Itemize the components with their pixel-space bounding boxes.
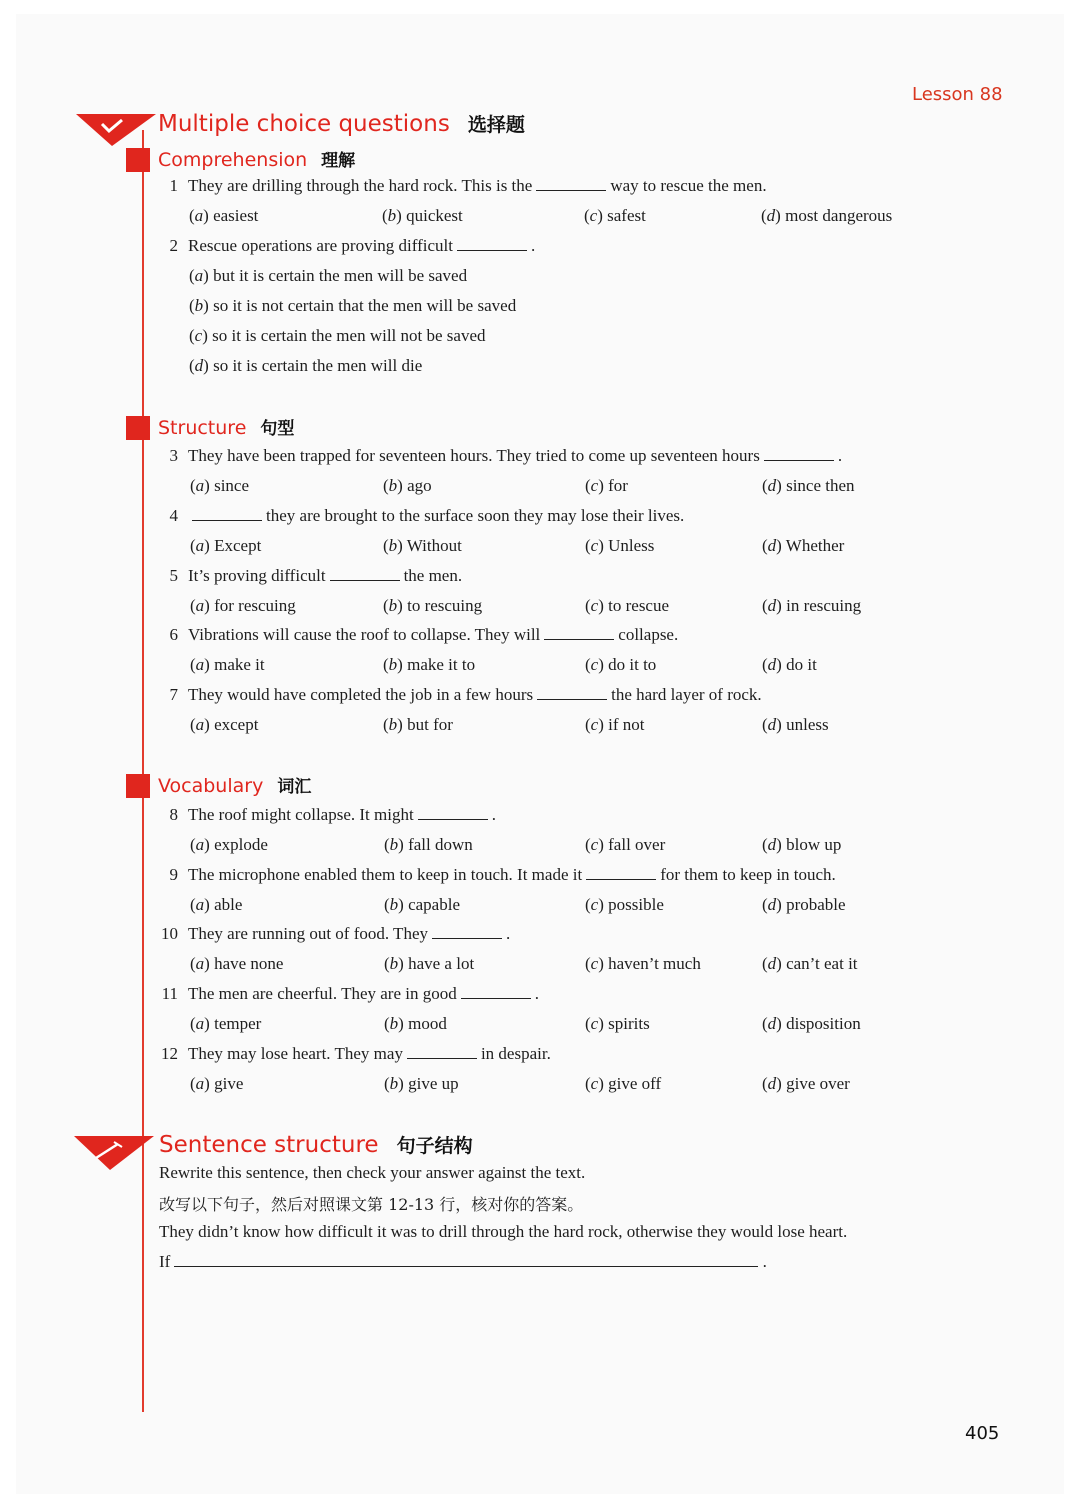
question-7 [156, 685, 762, 705]
mc-title-text: Multiple choice questions [158, 111, 450, 137]
option-9d: (d) probable [762, 895, 846, 914]
answer-blank [536, 189, 606, 191]
option-4b: (b) Without [383, 536, 462, 555]
source-sentence: They didn’t know how difficult it was to drill through the hard rock, otherwise they would lose heart. [159, 1222, 848, 1241]
option-9c: (c) possible [585, 895, 664, 914]
option-10b: (b) have a lot [384, 954, 475, 973]
answer-blank [461, 997, 531, 999]
option-2c: (c) so it is certain the men will not be saved [189, 326, 486, 345]
option-6a: (a) make it [190, 655, 265, 674]
option-8a: (a) explode [190, 835, 268, 854]
question-text-before: They are running out of food. They [188, 924, 428, 943]
vocabulary-title [158, 772, 311, 797]
question-number: 6 [169, 625, 178, 644]
answer-blank [432, 937, 502, 939]
option-10c: (c) haven’t much [585, 954, 701, 973]
option-7d: (d) unless [762, 715, 829, 734]
question-number: 9 [169, 865, 178, 884]
option-10d: (d) can’t eat it [762, 954, 858, 973]
option-9b: (b) capable [384, 895, 460, 914]
mc-title [158, 110, 525, 137]
option-12c: (c) give off [585, 1074, 662, 1093]
lesson-label: Lesson 88 [912, 84, 1003, 105]
question-number: 4 [169, 506, 178, 525]
option-9a: (a) able [190, 895, 243, 914]
option-5c: (c) to rescue [585, 596, 670, 615]
answer-blank [457, 249, 527, 251]
question-text-after: . [531, 236, 536, 255]
option-5b: (b) to rescuing [383, 596, 483, 615]
structure-title-cn: 句型 [260, 419, 295, 439]
question-text-after: . [534, 984, 539, 1003]
question-4 [156, 506, 684, 526]
sentence-title-text: Sentence structure [159, 1132, 379, 1158]
question-text-after: they are brought to the surface soon they may lose their lives. [266, 506, 685, 525]
option-8b: (b) fall down [384, 835, 473, 854]
question-text-before: They may lose heart. They may [188, 1044, 403, 1063]
question-text-after: way to rescue the men. [610, 176, 767, 195]
option-4c: (c) Unless [585, 536, 655, 555]
question-text-before: Vibrations will cause the roof to collapse. They will [188, 625, 541, 644]
question-number: 11 [161, 984, 178, 1003]
margin-rule [142, 130, 144, 1412]
option-10a: (a) have none [190, 954, 284, 973]
question-text-after: . [837, 446, 843, 465]
question-10 [156, 924, 510, 944]
option-6d: (d) do it [762, 655, 817, 674]
question-9 [156, 865, 836, 885]
question-number: 2 [169, 236, 178, 255]
question-8 [156, 805, 496, 825]
answer-blank [764, 459, 834, 461]
question-text-after: . [491, 805, 496, 824]
question-text-before: They have been trapped for seventeen hours. They tried to come up seventeen hours [188, 446, 760, 465]
answer-line [159, 1252, 767, 1272]
section-marker [126, 148, 150, 172]
page-number: 405 [965, 1423, 1000, 1444]
question-12 [156, 1044, 551, 1064]
option-7b: (b) but for [383, 715, 453, 734]
option-6c: (c) do it to [585, 655, 657, 674]
question-5 [156, 566, 462, 586]
comprehension-title-cn: 理解 [321, 151, 356, 171]
sentence-title-cn: 句子结构 [396, 1135, 473, 1157]
answer-suffix: . [762, 1252, 767, 1271]
question-number: 10 [161, 924, 178, 943]
question-11 [156, 984, 539, 1004]
comprehension-title-text: Comprehension [158, 149, 308, 171]
option-1a: (a) easiest [189, 206, 259, 225]
option-2a: (a) but it is certain the men will be saved [189, 266, 468, 285]
answer-blank [192, 519, 262, 521]
structure-title [158, 414, 294, 439]
structure-title-text: Structure [158, 417, 247, 439]
question-number: 5 [169, 566, 178, 585]
option-11b: (b) mood [384, 1014, 447, 1033]
answer-input-line [174, 1266, 758, 1267]
question-text-after: collapse. [618, 625, 679, 644]
option-2d: (d) so it is certain the men will die [189, 356, 423, 375]
option-8c: (c) fall over [585, 835, 666, 854]
vocabulary-title-cn: 词汇 [277, 777, 312, 797]
pencil-icon [74, 1134, 154, 1172]
option-12a: (a) give [190, 1074, 244, 1093]
vocabulary-title-text: Vocabulary [158, 775, 264, 797]
question-number: 12 [161, 1044, 178, 1063]
option-11d: (d) disposition [762, 1014, 861, 1033]
textbook-page [16, 14, 1064, 1494]
question-1 [156, 176, 767, 196]
answer-blank [537, 698, 607, 700]
instruction-text-cn: 改写以下句子，然后对照课文第 12-13 行，核对你的答案。 [159, 1195, 584, 1214]
question-text-before: It’s proving difficult [188, 566, 326, 585]
question-number: 8 [169, 805, 178, 824]
option-3d: (d) since then [762, 476, 855, 495]
question-2 [156, 236, 535, 256]
option-3c: (c) for [585, 476, 628, 495]
answer-blank [330, 579, 400, 581]
option-4d: (d) Whether [762, 536, 845, 555]
option-12b: (b) give up [384, 1074, 459, 1093]
option-1b: (b) quickest [382, 206, 463, 225]
option-11a: (a) temper [190, 1014, 262, 1033]
question-text-after: in despair. [480, 1044, 551, 1063]
question-6 [156, 625, 678, 645]
section-marker [126, 416, 150, 440]
answer-blank [586, 878, 656, 880]
question-text-after: the hard layer of rock. [611, 685, 762, 704]
question-text-after: . [505, 924, 511, 943]
question-text-before: Rescue operations are proving difficult [188, 236, 453, 255]
question-text-before: The microphone enabled them to keep in touch. It made it [188, 865, 583, 884]
comprehension-title [158, 146, 355, 171]
option-1c: (c) safest [584, 206, 646, 225]
answer-blank [418, 818, 488, 820]
option-4a: (a) Except [190, 536, 262, 555]
option-5a: (a) for rescuing [190, 596, 296, 615]
question-text-before: They would have completed the job in a few hours [188, 685, 534, 704]
question-text-after: for them to keep in touch. [660, 865, 836, 884]
option-1d: (d) most dangerous [761, 206, 893, 225]
checkmark-icon [76, 112, 156, 148]
option-8d: (d) blow up [762, 835, 842, 854]
option-12d: (d) give over [762, 1074, 850, 1093]
question-text-after: the men. [403, 566, 463, 585]
option-7a: (a) except [190, 715, 259, 734]
answer-prefix: If [159, 1252, 171, 1271]
question-number: 3 [169, 446, 178, 465]
question-text-before: The men are cheerful. They are in good [188, 984, 457, 1003]
option-2b: (b) so it is not certain that the men will be saved [189, 296, 517, 315]
question-number: 7 [169, 685, 178, 704]
question-3 [156, 446, 842, 466]
question-number: 1 [169, 176, 178, 195]
instruction-text: Rewrite this sentence, then check your answer against the text. [159, 1163, 586, 1182]
option-5d: (d) in rescuing [762, 596, 862, 615]
sentence-title [159, 1131, 473, 1158]
question-text-before: The roof might collapse. It might [188, 805, 414, 824]
option-3b: (b) ago [383, 476, 432, 495]
answer-blank [544, 638, 614, 640]
section-marker [126, 774, 150, 798]
option-6b: (b) make it to [383, 655, 476, 674]
answer-blank [407, 1057, 477, 1059]
question-text-before: They are drilling through the hard rock. This is the [188, 176, 533, 195]
mc-title-cn: 选择题 [467, 114, 525, 136]
option-3a: (a) since [190, 476, 250, 495]
option-11c: (c) spirits [585, 1014, 650, 1033]
option-7c: (c) if not [585, 715, 645, 734]
